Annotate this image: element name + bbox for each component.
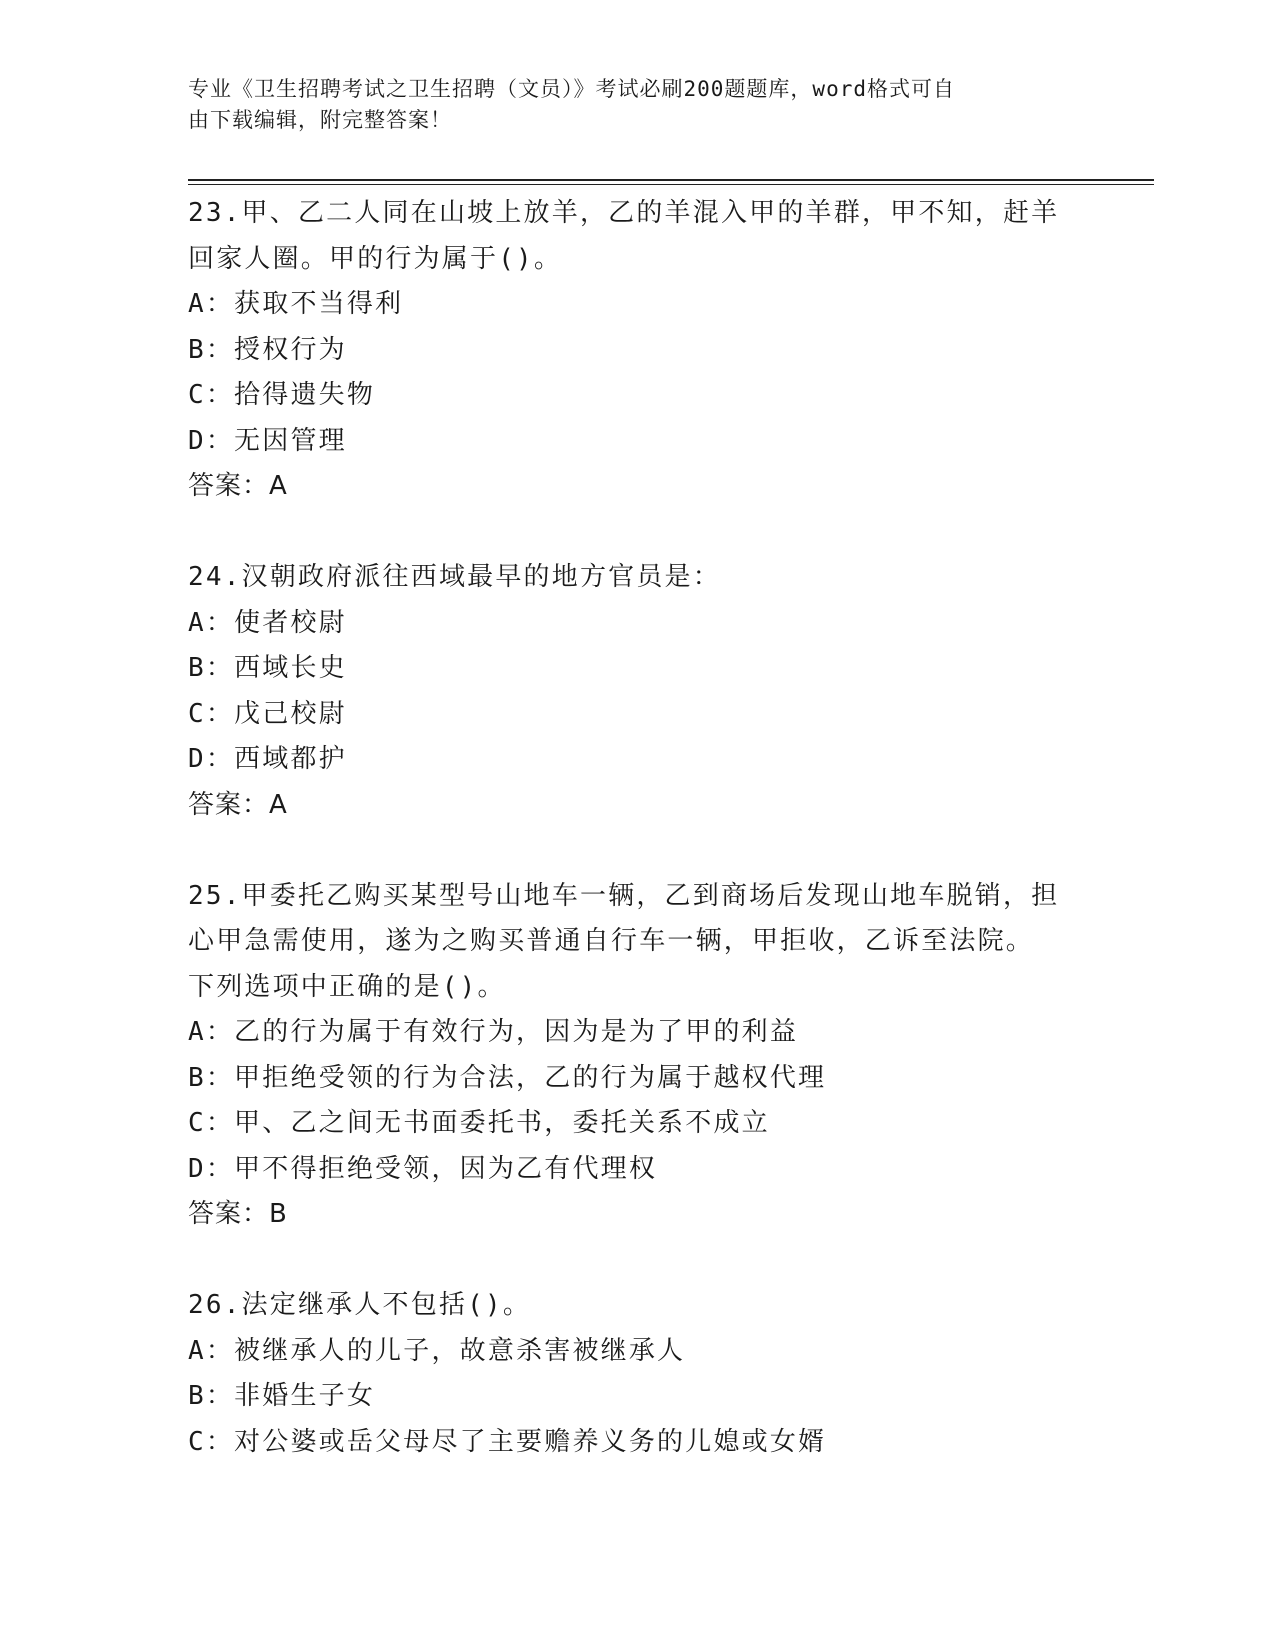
option-c: C：甲、乙之间无书面委托书，委托关系不成立 xyxy=(188,1108,770,1138)
option-c: C：戊己校尉 xyxy=(188,698,347,729)
question-text: 回家人圈。甲的行为属于()。 xyxy=(188,243,563,274)
question-26 xyxy=(188,1283,1088,1465)
question-25 xyxy=(188,874,1088,1238)
header-line-1: 专业《卫生招聘考试之卫生招聘（文员）》考试必刷200题题库，word格式可自 xyxy=(188,77,955,101)
option-c: C：拾得遗失物 xyxy=(188,380,376,410)
spacer xyxy=(188,828,1088,874)
spacer xyxy=(188,510,1088,556)
option-c: C：对公婆或岳父母尽了主要赡养义务的儿媳或女婿 xyxy=(188,1426,827,1457)
document-header xyxy=(188,74,1068,136)
question-list xyxy=(188,191,1088,1465)
header-divider xyxy=(188,179,1154,185)
spacer xyxy=(188,1238,1088,1284)
option-a: A：乙的行为属于有效行为，因为是为了甲的利益 xyxy=(188,1017,799,1047)
option-a: A：使者校尉 xyxy=(188,607,347,638)
question-text: 心甲急需使用，遂为之购买普通自行车一辆，甲拒收，乙诉至法院。 xyxy=(188,926,1035,956)
option-b: B：甲拒绝受领的行为合法，乙的行为属于越权代理 xyxy=(188,1062,827,1093)
option-b: B：西域长史 xyxy=(188,653,347,683)
question-text: 下列选项中正确的是()。 xyxy=(188,971,506,1002)
option-a: A：获取不当得利 xyxy=(188,289,404,319)
answer: 答案：B xyxy=(188,1199,288,1229)
option-d: D：甲不得拒绝受领，因为乙有代理权 xyxy=(188,1153,658,1184)
option-d: D：西域都护 xyxy=(188,744,347,774)
option-a: A：被继承人的儿子，故意杀害被继承人 xyxy=(188,1335,686,1366)
header-line-2: 由下载编辑，附完整答案！ xyxy=(188,108,452,132)
question-text: 26.法定继承人不包括()。 xyxy=(188,1290,532,1320)
option-b: B：非婚生子女 xyxy=(188,1381,376,1411)
option-d: D：无因管理 xyxy=(188,425,347,456)
question-24 xyxy=(188,555,1088,828)
option-b: B：授权行为 xyxy=(188,334,347,365)
answer: 答案：A xyxy=(188,789,288,820)
question-text: 24.汉朝政府派往西域最早的地方官员是： xyxy=(188,562,721,592)
question-23 xyxy=(188,191,1088,510)
answer: 答案：A xyxy=(188,471,288,501)
question-text: 23.甲、乙二人同在山坡上放羊，乙的羊混入甲的羊群，甲不知，赶羊 xyxy=(188,198,1060,228)
question-text: 25.甲委托乙购买某型号山地车一辆，乙到商场后发现山地车脱销，担 xyxy=(188,880,1060,911)
